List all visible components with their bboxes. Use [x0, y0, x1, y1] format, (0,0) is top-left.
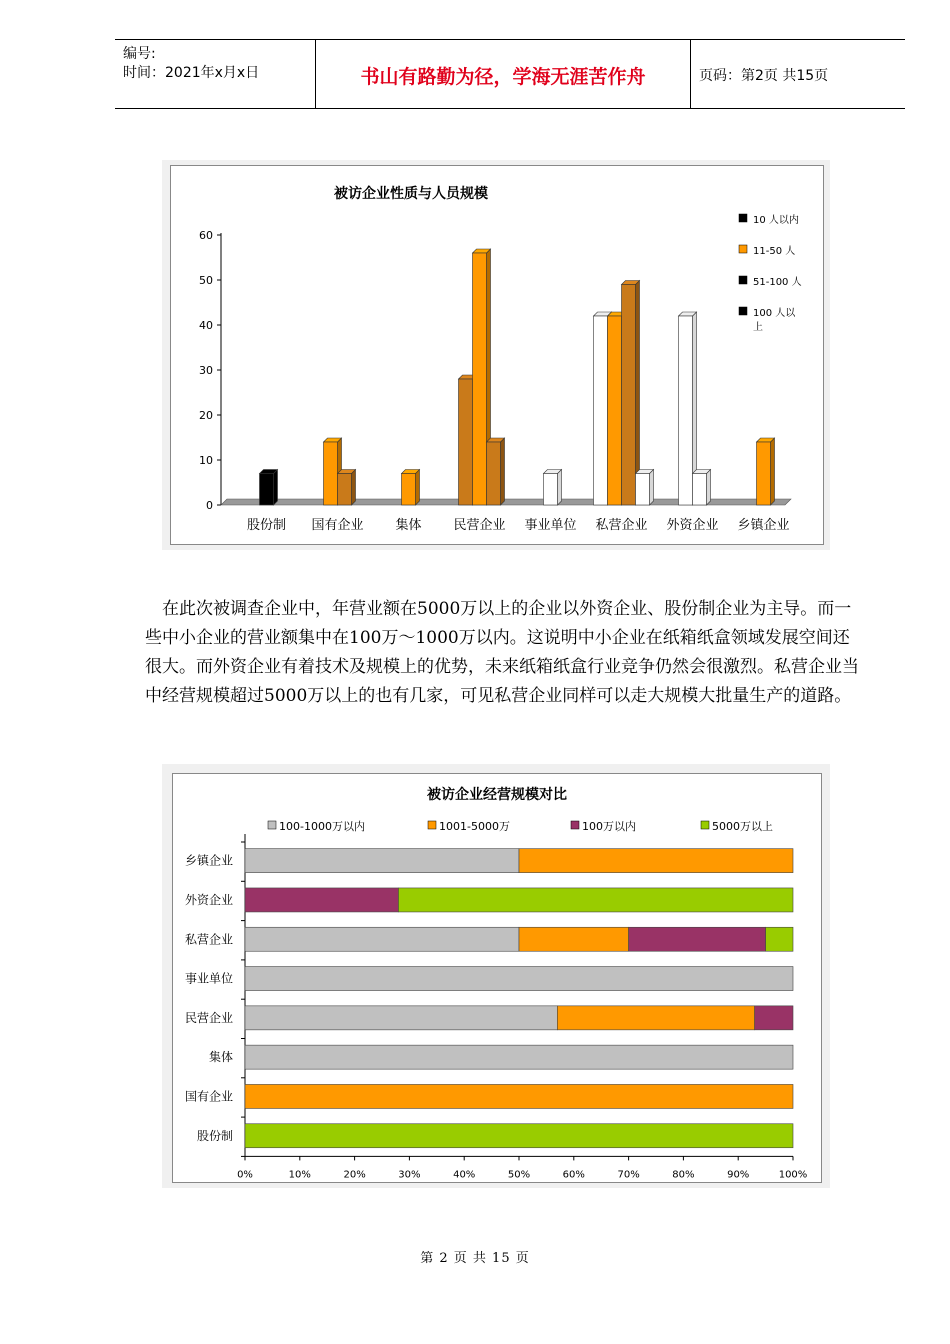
chart2-category-label: 股份制 [196, 1128, 233, 1143]
chart1-bar-side [352, 470, 356, 506]
chart1-category-label: 乡镇企业 [737, 518, 790, 533]
chart1-y-tick-label: 0 [206, 499, 213, 512]
chart2-bar-segment [519, 849, 793, 873]
chart1-bar [544, 470, 562, 506]
chart1-category-label: 外资企业 [666, 518, 719, 533]
chart1-bar-side [501, 438, 505, 505]
chart2-category-label: 集体 [208, 1050, 233, 1065]
chart2-category-label: 民营企业 [184, 1010, 233, 1025]
chart1-y-tick-label: 50 [199, 274, 213, 287]
page-number-label: 页码：第2页 共15页 [699, 68, 829, 84]
chart2-x-tick-label: 70% [617, 1169, 640, 1181]
chart1-bar [260, 470, 278, 506]
chart2-x-tick-label: 50% [507, 1169, 531, 1181]
chart1-bar [693, 470, 711, 506]
chart1-bar-face [544, 474, 558, 506]
chart1-bar [402, 470, 420, 506]
chart1-bar [487, 438, 505, 505]
chart2-category-label: 外资企业 [184, 892, 233, 907]
chart2-bar-segment [245, 927, 519, 951]
chart2-x-tick-label: 30% [398, 1169, 421, 1181]
chart2-svg [173, 774, 821, 1182]
chart2-legend-swatch [428, 821, 436, 829]
chart1-bar-side [416, 470, 420, 506]
chart2-x-tick-label: 10% [288, 1169, 311, 1181]
chart2-x-tick-label: 90% [727, 1169, 750, 1181]
chart1-bar-face [693, 474, 707, 506]
chart1-bar-side [650, 470, 654, 506]
chart2-legend-swatch [701, 821, 709, 829]
chart2-bar-segment [557, 1006, 754, 1030]
chart1-bar-face [594, 316, 608, 505]
chart2-x-tick-label: 60% [562, 1169, 585, 1181]
chart1-bar [622, 281, 640, 506]
chart1-bar [757, 438, 775, 505]
chart1-bar-face [260, 474, 274, 506]
chart1-category-label: 集体 [395, 518, 422, 533]
chart2-legend-swatch [571, 821, 579, 829]
chart2-legend-label: 100万以内 [582, 820, 636, 833]
chart2-bar-segment [519, 927, 629, 951]
header-page-cell [691, 40, 905, 108]
chart1-svg [171, 166, 823, 544]
motto-text: 书山有路勤为径，学海无涯苦作舟 [360, 66, 646, 88]
chart1-y-tick-label: 20 [199, 409, 213, 422]
chart2-bar-segment [629, 927, 766, 951]
time-label: 时间：2021年x月x日 [123, 65, 260, 81]
chart2-x-tick-label: 80% [672, 1169, 695, 1181]
chart1-legend-swatch [739, 245, 747, 253]
chart2-bar-segment [398, 888, 793, 912]
chart2-bar-segment [245, 1045, 793, 1069]
chart1-frame [162, 160, 830, 550]
page-header [115, 39, 905, 109]
chart1-legend-swatch [739, 276, 747, 284]
chart1-bar [338, 470, 356, 506]
chart2-legend-swatch [268, 821, 276, 829]
chart2-panel [172, 773, 822, 1183]
chart1-bar [636, 470, 654, 506]
chart1-y-tick-label: 60 [199, 229, 213, 242]
chart1-category-label: 民营企业 [453, 518, 506, 533]
chart2-legend-label: 100-1000万以内 [279, 820, 365, 833]
chart1-bar-face [636, 474, 650, 506]
chart1-legend-swatch [739, 214, 747, 222]
chart1-bar-side [771, 438, 775, 505]
chart1-bar-face [459, 379, 473, 505]
chart1-bar-face [473, 253, 487, 505]
chart1-bar-face [757, 442, 771, 505]
chart2-x-tick-label: 0% [237, 1169, 253, 1181]
chart2-title: 被访企业经营规模对比 [427, 787, 567, 803]
chart1-bar-face [679, 316, 693, 505]
chart2-x-tick-label: 100% [778, 1169, 808, 1181]
chart2-category-label: 国有企业 [184, 1089, 233, 1104]
chart1-bar-face [402, 474, 416, 506]
chart2-bar-segment [245, 849, 519, 873]
page-footer: 第 2 页 共 15 页 [420, 1251, 530, 1266]
chart1-legend-label-cont: 上 [753, 322, 763, 333]
chart1-legend-label: 11-50 人 [753, 246, 796, 257]
chart2-bar-segment [755, 1006, 793, 1030]
chart1-legend-swatch [739, 307, 747, 315]
chart2-x-tick-label: 40% [453, 1169, 476, 1181]
chart2-bar-segment [245, 967, 793, 991]
chart2-frame [162, 764, 830, 1188]
chart1-category-label: 国有企业 [311, 518, 364, 533]
number-label: 编号: [123, 46, 156, 62]
chart1-bar-face [608, 316, 622, 505]
chart1-title: 被访企业性质与人员规模 [334, 186, 488, 202]
header-motto-cell [315, 40, 691, 108]
chart1-bar-side [707, 470, 711, 506]
chart1-bar-face [622, 285, 636, 506]
body-paragraph: 在此次被调查企业中，年营业额在5000万以上的企业以外资企业、股份制企业为主导。而一些中小企业的营业额集中在100万～1000万以内。这说明中小企业在纸箱纸盒领域发展空间还很大。而外资企业有着技术及规模上的优势，未来纸箱纸盒行业竞争仍然会很激烈。私营企业当中经营规模超过5000万以上的也有几家，可见私营企业同样可以走大规模大批量生产的道路。 [145, 599, 859, 706]
chart1-bar-side [558, 470, 562, 506]
chart1-legend-label: 100 人以 [753, 308, 796, 319]
chart2-legend-label: 5000万以上 [712, 820, 773, 833]
chart2-legend-label: 1001-5000万 [439, 820, 510, 833]
chart2-bar-segment [766, 927, 793, 951]
chart1-bar-side [274, 470, 278, 506]
chart2-x-tick-label: 20% [343, 1169, 366, 1181]
chart2-bar-segment [245, 1006, 557, 1030]
chart1-y-tick-label: 30 [199, 364, 213, 377]
chart2-category-label: 私营企业 [184, 932, 233, 947]
chart1-y-tick-label: 40 [199, 319, 213, 332]
chart1-bar-face [487, 442, 501, 505]
chart1-y-tick-label: 10 [199, 454, 213, 467]
chart2-category-label: 事业单位 [184, 971, 233, 986]
chart1-bar-face [324, 442, 338, 505]
chart1-category-label: 私营企业 [595, 518, 648, 533]
chart2-bar-segment [245, 1124, 793, 1148]
chart1-bar-face [338, 474, 352, 506]
chart1-legend-label: 51-100 人 [753, 277, 802, 288]
chart1-legend-label: 10 人以内 [753, 215, 799, 226]
chart2-bar-segment [245, 1084, 793, 1108]
chart1-panel [170, 165, 824, 545]
chart1-category-label: 事业单位 [524, 518, 577, 533]
chart1-category-label: 股份制 [246, 518, 287, 533]
chart2-bar-segment [245, 888, 398, 912]
chart2-category-label: 乡镇企业 [184, 853, 233, 868]
header-meta-cell [115, 40, 315, 108]
